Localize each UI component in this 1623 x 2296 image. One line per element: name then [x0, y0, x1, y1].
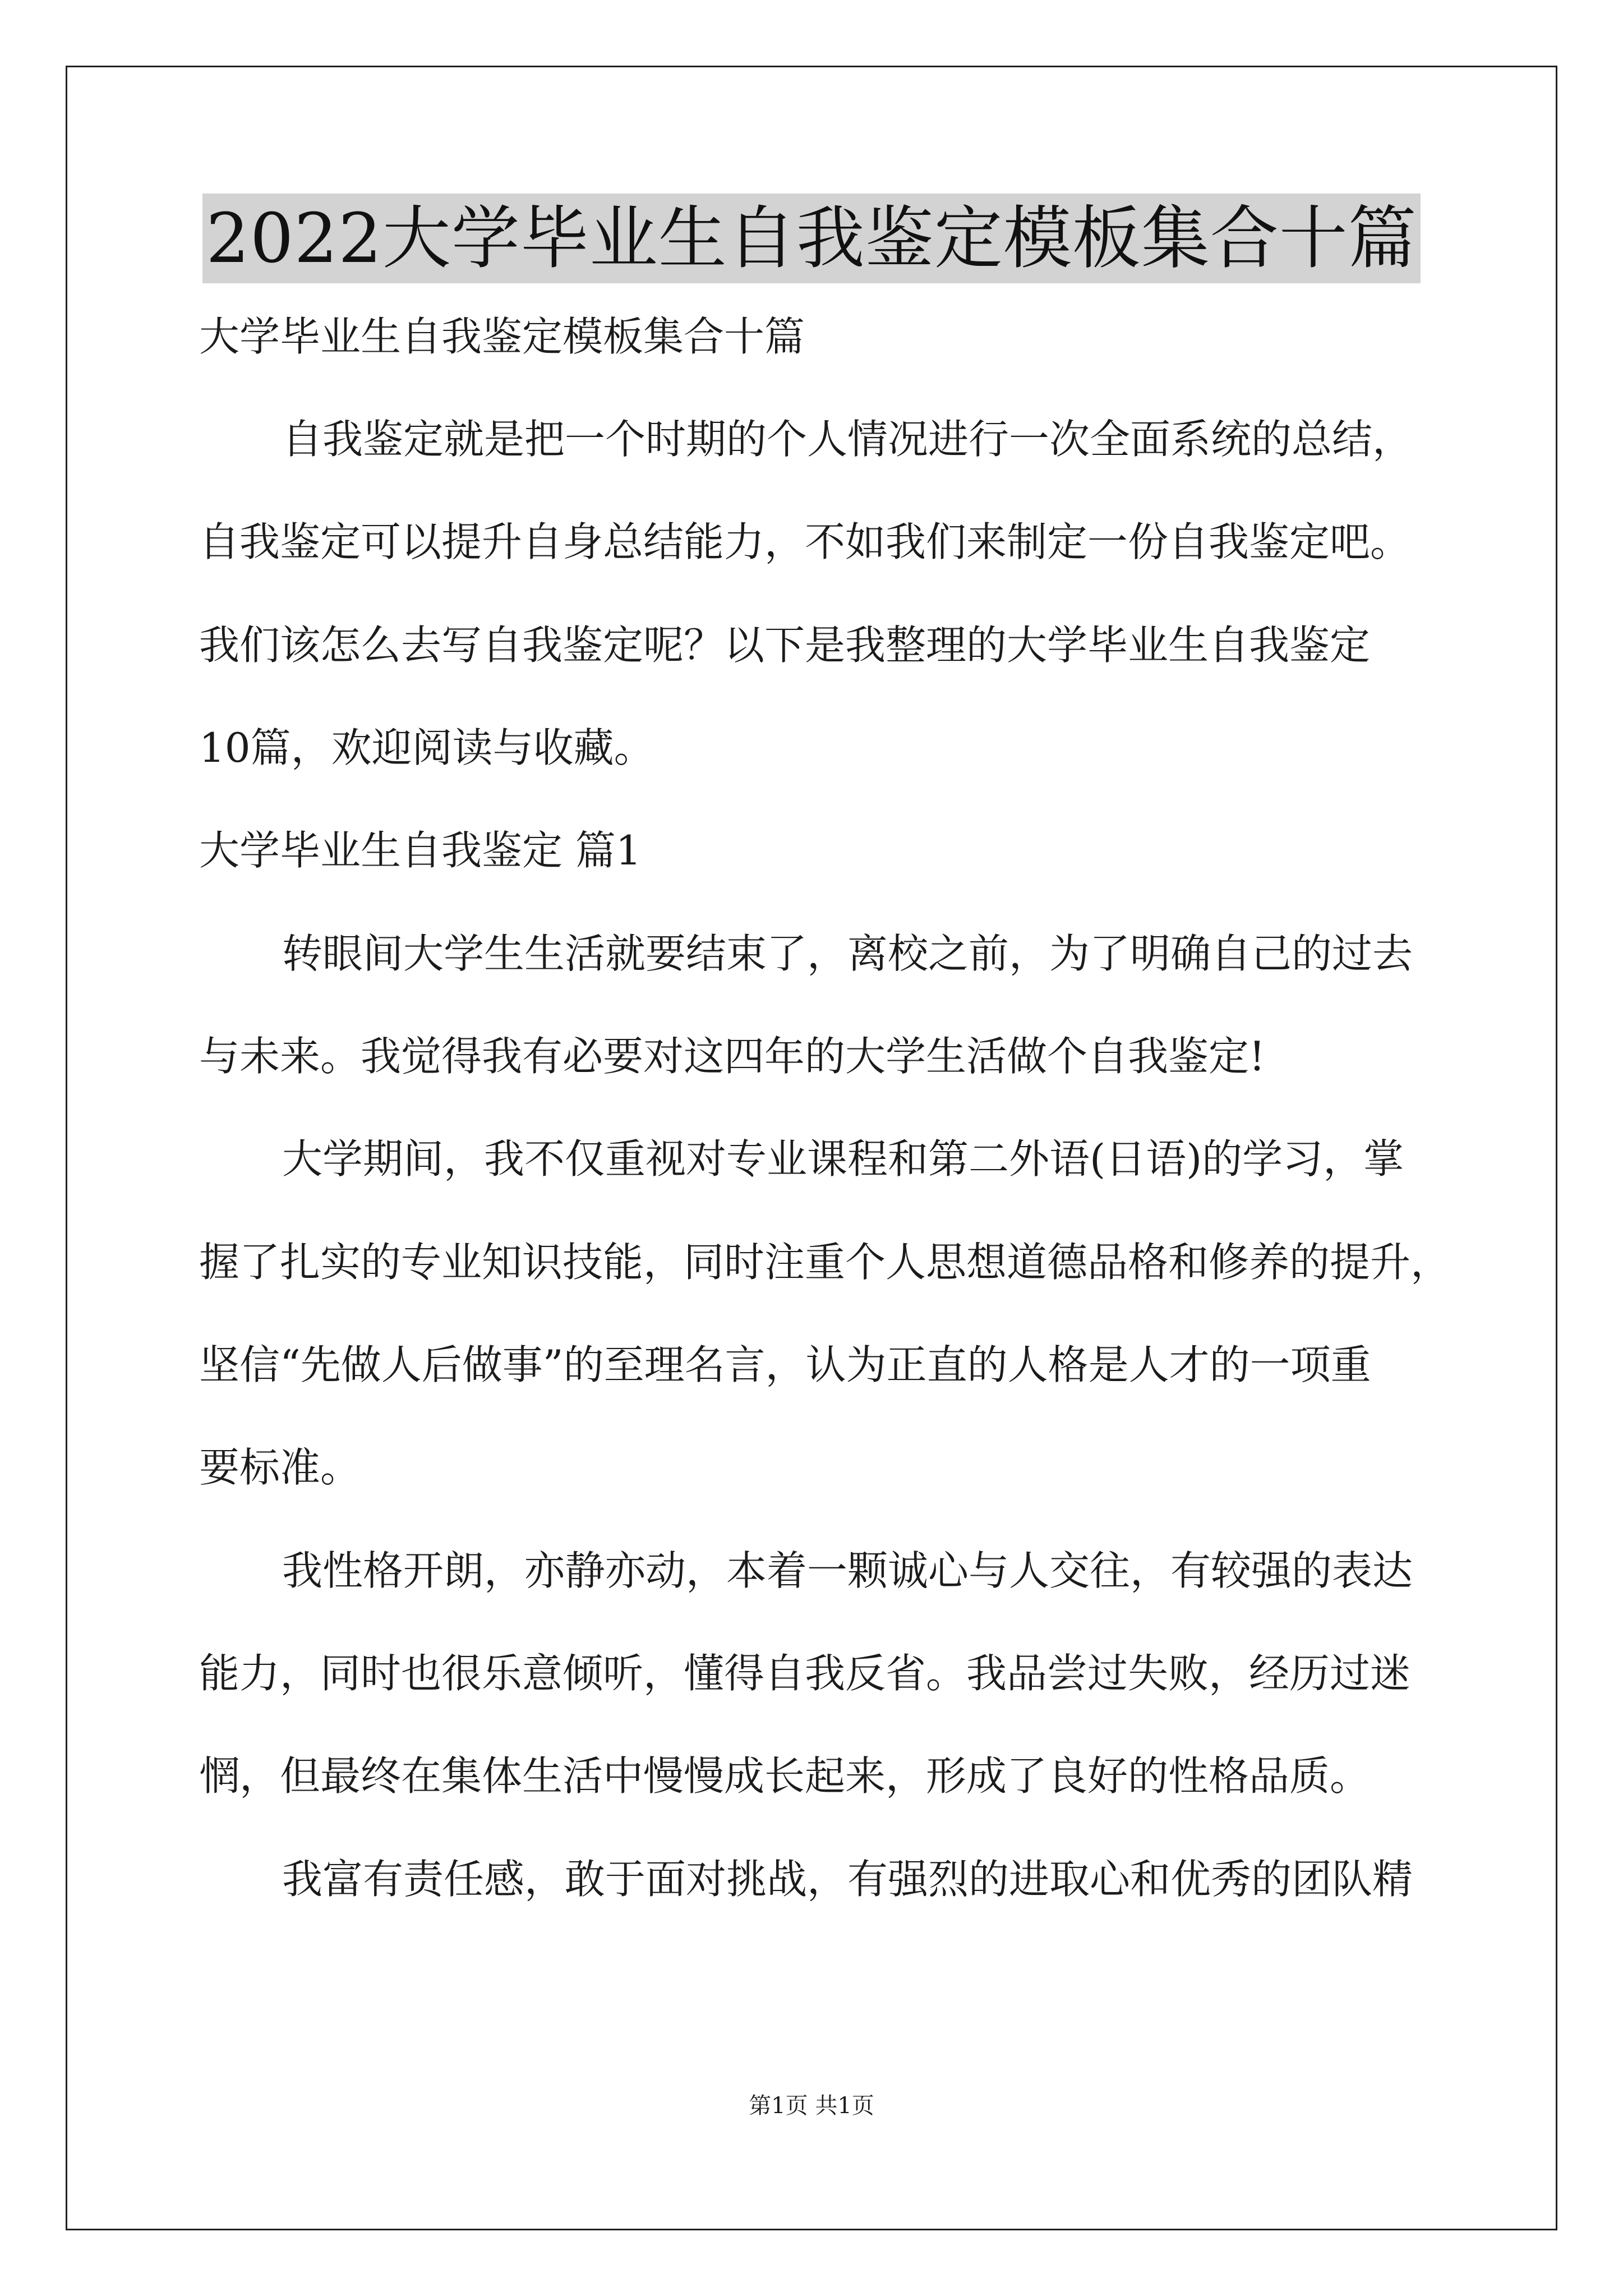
body-paragraph-line: 惘，但最终在集体生活中慢慢成长起来，形成了良好的性格品质。 [199, 1752, 1371, 1800]
page-number-footer: 第1页 共1页 [749, 2093, 874, 2119]
title-block [0, 194, 1623, 283]
body-paragraph-line: 大学期间，我不仅重视对专业课程和第二外语(日语)的学习，掌 [282, 1135, 1404, 1182]
intro-paragraph-line: 自我鉴定就是把一个时期的个人情况进行一次全面系统的总结， [282, 416, 1413, 463]
body-paragraph-line: 转眼间大学生生活就要结束了，离校之前，为了明确自己的过去 [282, 930, 1413, 977]
subtitle-line: 大学毕业生自我鉴定模板集合十篇 [199, 313, 805, 360]
intro-paragraph-line: 10篇，欢迎阅读与收藏。 [199, 724, 654, 771]
body-paragraph-line: 我富有责任感，敢于面对挑战，有强烈的进取心和优秀的团队精 [282, 1856, 1413, 1903]
section-heading: 大学毕业生自我鉴定 篇1 [199, 827, 642, 874]
document-title: 2022大学毕业生自我鉴定模板集合十篇 [202, 194, 1420, 283]
body-paragraph-line: 与未来。我觉得我有必要对这四年的大学生活做个自我鉴定! [199, 1033, 1265, 1080]
body-paragraph-line: 我性格开朗，亦静亦动，本着一颗诚心与人交往，有较强的表达 [282, 1547, 1413, 1594]
intro-paragraph-line: 我们该怎么去写自我鉴定呢？以下是我整理的大学毕业生自我鉴定 [199, 622, 1371, 669]
body-paragraph-line: 握了扎实的专业知识技能，同时注重个人思想道德品格和修养的提升， [199, 1239, 1451, 1286]
body-paragraph-line: 坚信“先做人后做事”的至理名言，认为正直的人格是人才的一项重 [199, 1341, 1371, 1388]
body-paragraph-line: 要标准。 [199, 1444, 361, 1491]
intro-paragraph-line: 自我鉴定可以提升自身总结能力，不如我们来制定一份自我鉴定吧。 [199, 518, 1411, 565]
body-paragraph-line: 能力，同时也很乐意倾听，懂得自我反省。我品尝过失败，经历过迷 [199, 1650, 1411, 1697]
